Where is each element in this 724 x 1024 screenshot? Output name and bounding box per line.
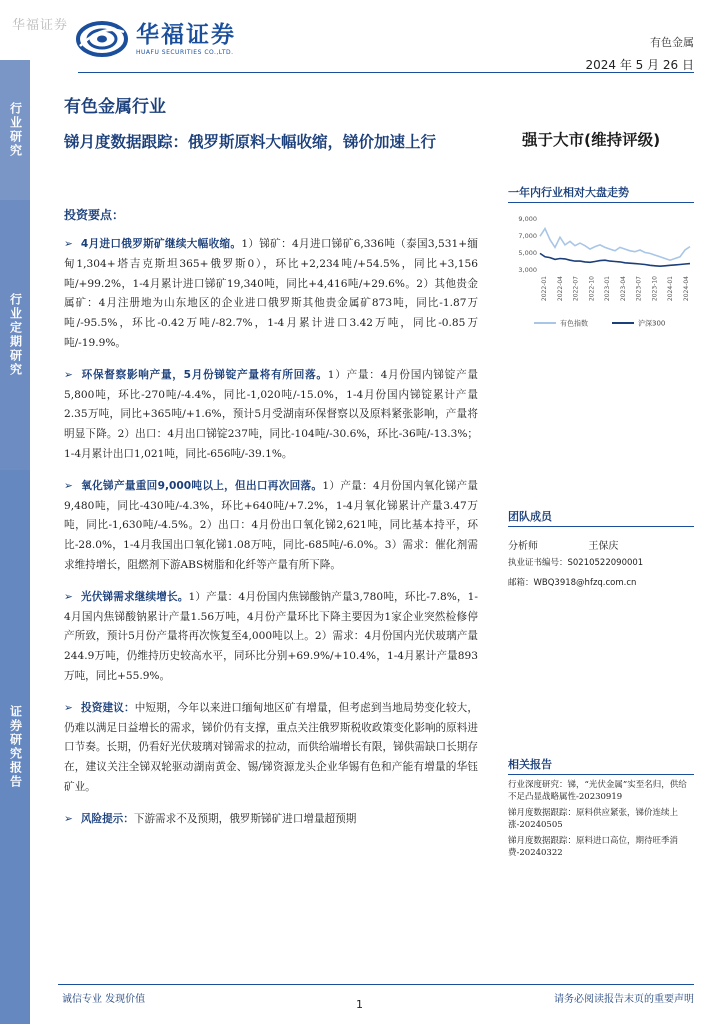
cert-number: 执业证书编号：S0210522090001 xyxy=(508,558,644,568)
page-number: 1 xyxy=(356,998,363,1011)
x-tick-label: 2023-01 xyxy=(604,276,612,302)
analyst-row xyxy=(508,539,694,555)
x-tick-label: 2023-07 xyxy=(635,276,643,302)
logo-name-cn: 华福证券 xyxy=(136,22,236,48)
analyst-name: 王保庆 xyxy=(588,541,619,552)
y-tick-label: 7,000 xyxy=(518,231,537,240)
team-title: 团队成员 xyxy=(508,508,694,527)
header-divider xyxy=(78,72,694,73)
sidebar xyxy=(0,60,40,1024)
related-report-item[interactable]: 锑月度数据跟踪：原料进口高位，期待旺季消费-20240322 xyxy=(508,836,679,858)
report-title: 锑月度数据跟踪：俄罗斯原料大幅收缩，锑价加速上行 xyxy=(64,133,437,151)
legend-label: 沪深300 xyxy=(638,319,666,328)
paragraph: ➢ 风险提示：下游需求不及预期，俄罗斯锑矿进口增量超预期 xyxy=(64,812,357,825)
x-tick-label: 2022-07 xyxy=(572,276,580,302)
related-report-item[interactable]: 行业深度研究：锑，“光伏金属”实至名归，供给不足凸显战略属性-20230919 xyxy=(508,780,687,802)
paragraph: ➢ 投资建议：中短期，今年以来进口缅甸地区矿有增量，但考虑到当地局势变化较大，仍难以满足日益增长的需求，锑价仍有支撑，重点关注俄罗斯税收政策变化影响的原料进口节奏。长期，仍看好光伏玻璃对锑需求的拉动，而供给端增长有限，锑供需缺口长期存在，建议关注全锑双轮驱动湖南黄金、锡/锑资源龙头企业华锡有色和产能有增量的华钰矿业。 xyxy=(64,701,479,793)
analyst-email[interactable]: 邮箱：WBQ3918@hfzq.com.cn xyxy=(508,578,637,588)
arrow-bullet-icon: ➢ xyxy=(64,590,73,603)
x-tick-label: 2022-04 xyxy=(556,276,564,302)
relative-performance-chart xyxy=(508,184,694,337)
x-tick-label: 2022-10 xyxy=(588,276,596,302)
x-tick-label: 2023-04 xyxy=(619,276,627,302)
paragraph: ➢ 4月进口俄罗斯矿继续大幅收缩。1）锑矿：4月进口锑矿6,336吨（泰国3,531+缅甸1,304+塔吉克斯坦365+俄罗斯0），环比+2,234吨/+54.5%，同比+3,156吨/+99.2%，1-4月累计进口锑矿19,340吨，同比+4,416吨/+29.6%。2）其他贵金属矿：4月注册地为山东地区的企业进口俄罗斯其他贵金属矿873吨，同比-1.87万吨/-95.5%，环比-0.42万吨/-82.7%，1-4月累计进口3.42万吨，同比-0.85万吨/-19.9%。 xyxy=(64,238,478,349)
paragraph: ➢ 环保督察影响产量，5月份锑锭产量将有所回落。1）产量：4月份国内锑锭产量5,800吨，环比-270吨/-4.4%，同比-1,020吨/-15.0%，1-4月份国内锑锭累计产量2.35万吨，同比+365吨/+1.6%，预计5月受湖南环保督察以及原料紧张影响，产量将明显下降。2）出口：4月出口锑锭237吨，同比-104吨/-30.6%，环比-36吨/-13.3%；1-4月累计出口1,021吨，同比-656吨/-39.1%。 xyxy=(64,368,478,460)
report-date: 2024 年 5 月 26 日 xyxy=(585,58,694,72)
team-members xyxy=(508,508,694,591)
legend-label: 有色指数 xyxy=(560,319,588,328)
logo-name-en: HUAFU SECURITIES CO.,LTD. xyxy=(136,49,234,56)
paragraph: ➢ 光伏锑需求继续增长。1）产量：4月份国内焦锑酸钠产量3,780吨，环比-7.8%，1-4月国内焦锑酸钠累计产量1.56万吨，4月份产量环比下降主要因为1家企业突然检修停产所致，预计5月份产量将再次恢复至4,000吨以上。2）需求：4月份国内光伏玻璃产量244.9万吨，仍维持历史较高水平，同环比分别+69.9%/+10.4%，1-4月累计产量893万吨，同比+55.9%。 xyxy=(64,590,478,682)
paragraph: ➢ 氧化锑产量重回9,000吨以上，但出口再次回落。1）产量：4月份国内氧化锑产量9,480吨，同比-430吨/-4.3%，环比+640吨/+7.2%，1-4月氧化锑累计产量3.47万吨，同比-1,630吨/-4.5%。2）出口：4月份出口氧化锑2,621吨，同比基本持平，环比-28.0%，1-4月我国出口氧化锑1.08万吨，同比-685吨/-6.0%。3）需求：催化剂需求维持增长，阻燃剂下游ABS树脂和化纤等产量有所下降。 xyxy=(64,479,479,571)
investment-highlights xyxy=(64,206,478,842)
arrow-bullet-icon: ➢ xyxy=(64,238,73,250)
header-industry: 有色金属 xyxy=(650,36,694,49)
arrow-bullet-icon: ➢ xyxy=(64,479,73,492)
footer-slogan: 诚信专业 发现价值 xyxy=(62,994,146,1005)
industry-title: 有色金属行业 xyxy=(64,97,166,117)
header-meta xyxy=(585,34,694,73)
logo-swirl-icon xyxy=(76,20,128,58)
sidebar-tag-securities-report: 证券研究报告 xyxy=(0,470,30,1024)
related-reports xyxy=(508,756,694,859)
arrow-bullet-icon: ➢ xyxy=(64,368,73,381)
related-title: 相关报告 xyxy=(508,756,694,775)
sidebar-tag-industry-research: 行业研究 xyxy=(0,60,30,200)
x-tick-label: 2024-04 xyxy=(683,276,690,302)
analyst-label: 分析师 xyxy=(508,541,538,552)
x-tick-label: 2022-01 xyxy=(541,276,548,302)
y-tick-label: 5,000 xyxy=(518,249,537,258)
arrow-bullet-icon: ➢ xyxy=(64,701,73,714)
footer-disclaimer: 请务必阅读报告末页的重要声明 xyxy=(554,994,694,1005)
line-chart xyxy=(508,203,694,333)
y-tick-label: 9,000 xyxy=(518,214,537,223)
x-tick-label: 2024-01 xyxy=(667,276,675,302)
y-tick-label: 3,000 xyxy=(518,266,537,275)
footer-divider xyxy=(58,984,694,985)
section-title: 投资要点： xyxy=(64,208,125,222)
x-tick-label: 2023-10 xyxy=(651,276,659,302)
arrow-bullet-icon: ➢ xyxy=(64,812,73,825)
related-report-item[interactable]: 锑月度数据跟踪：原料供应紧张，锑价连续上涨-20240505 xyxy=(508,808,679,830)
chart-title: 一年内行业相对大盘走势 xyxy=(508,184,694,203)
sidebar-tag-periodic-research: 行业定期研究 xyxy=(0,200,30,470)
company-logo xyxy=(76,20,236,58)
rating-badge: 强于大市(维持评级) xyxy=(522,131,661,149)
series-line xyxy=(540,229,690,261)
watermark: 华福证券 xyxy=(12,18,69,33)
